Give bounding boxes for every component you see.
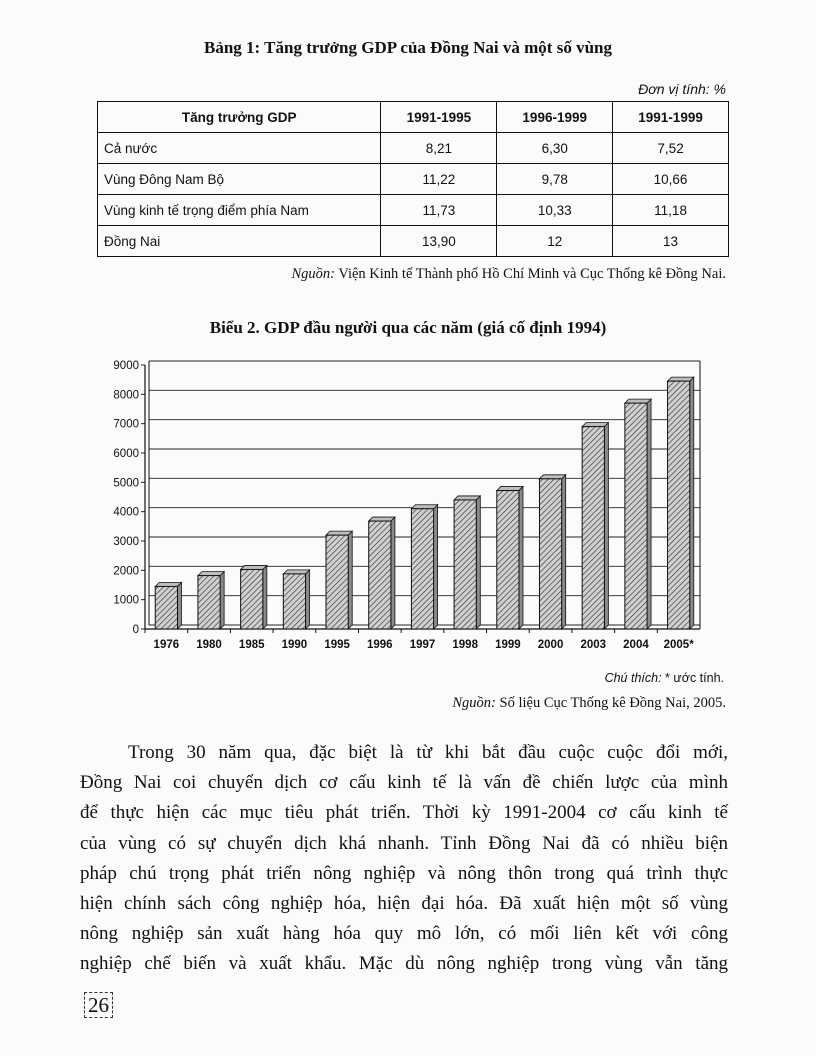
y-tick-label: 3000: [113, 536, 139, 548]
x-tick-label: 2000: [537, 639, 564, 651]
x-tick-label: 2005*: [663, 639, 694, 651]
x-tick-label: 1976: [153, 639, 180, 651]
paragraph-line: để thực hiện các mục tiêu phát triển. Thời kỳ 1991-2004 cơ cấu kinh tế: [80, 802, 728, 824]
x-tick-label: 1985: [238, 639, 265, 651]
x-tick-label: 1995: [324, 639, 350, 651]
bar-top: [625, 399, 651, 403]
table-row: [98, 226, 729, 257]
gdp-per-capita-chart: [95, 355, 715, 660]
bar-side: [306, 570, 310, 629]
paragraph-line: Đồng Nai coi chuyển dịch cơ cấu kinh tế là vấn đề chiến lược của mình: [80, 772, 728, 794]
y-tick-label: 0: [132, 624, 139, 636]
bar-side: [263, 565, 267, 629]
bar: [411, 509, 433, 629]
table-cell: Cả nước: [98, 133, 381, 164]
bar-top: [326, 531, 352, 535]
y-tick-label: 8000: [113, 389, 139, 402]
chart-note-text: * ước tính.: [665, 671, 724, 685]
table-cell: 8,21: [381, 133, 497, 164]
bar-side: [604, 423, 608, 629]
page-number: 26: [84, 992, 113, 1018]
x-tick-label: 2004: [623, 639, 649, 651]
table-row: [98, 195, 729, 226]
bar: [539, 479, 561, 629]
chart-source-label: Nguồn:: [452, 695, 496, 711]
bar: [454, 500, 476, 629]
y-tick-label: 2000: [113, 565, 139, 578]
table-header-row: [98, 102, 729, 133]
bar-side: [177, 582, 181, 629]
bar: [497, 491, 519, 629]
chart-source: [452, 695, 726, 712]
table-cell: 13: [613, 226, 729, 257]
y-tick-label: 4000: [113, 506, 139, 519]
table-cell: 6,30: [497, 133, 613, 164]
bar-top: [198, 572, 224, 576]
chart-source-text: Số liệu Cục Thống kê Đồng Nai, 2005.: [499, 695, 726, 711]
bar-top: [369, 517, 395, 521]
y-tick-label: 5000: [113, 477, 139, 490]
table-row: [98, 133, 729, 164]
bar: [326, 535, 348, 629]
table-title: Bảng 1: Tăng trưởng GDP của Đồng Nai và một số vùng: [204, 38, 612, 57]
chart-note-label: Chú thích:: [604, 671, 662, 685]
paragraph-line: nghiệp chế biến và xuất khẩu. Mặc dù nông nghiệp trong vùng vẫn tăng: [80, 953, 728, 975]
x-tick-label: 2003: [580, 639, 607, 651]
y-tick-label: 9000: [113, 360, 139, 372]
bar-side: [647, 399, 651, 629]
table-header-cell: 1991-1999: [613, 102, 729, 133]
bar-side: [562, 475, 566, 629]
table-header-cell: 1996-1999: [497, 102, 613, 133]
table-source-text: Viện Kinh tế Thành phố Hồ Chí Minh và Cục Thống kê Đồng Nai.: [338, 266, 726, 282]
bar: [369, 521, 391, 629]
x-tick-label: 1997: [409, 639, 436, 651]
bar-top: [582, 423, 608, 427]
bar-side: [690, 377, 694, 629]
bar: [625, 403, 647, 629]
bar-top: [241, 565, 267, 569]
bar-top: [411, 505, 437, 509]
table-cell: Vùng kinh tế trọng điểm phía Nam: [98, 195, 381, 226]
paragraph-line: Trong 30 năm qua, đặc biệt là từ khi bắt đầu cuộc cuộc đổi mới,: [128, 742, 728, 763]
table-cell: 12: [497, 226, 613, 257]
bar-side: [348, 531, 352, 629]
y-tick-label: 7000: [113, 418, 139, 431]
table-cell: Đồng Nai: [98, 226, 381, 257]
table-header-cell: Tăng trưởng GDP: [98, 102, 381, 133]
table-cell: 11,18: [613, 195, 729, 226]
bar-side: [434, 505, 438, 629]
bar-top: [155, 582, 181, 586]
bar-side: [476, 496, 480, 629]
table-source: [291, 266, 726, 283]
body-paragraph: [80, 738, 728, 980]
x-tick-label: 1996: [367, 639, 393, 651]
bar: [582, 427, 604, 629]
bar-top: [283, 570, 309, 574]
chart-title: Biểu 2. GDP đầu người qua các năm (giá cố định 1994): [209, 318, 607, 337]
y-tick-label: 1000: [113, 594, 139, 607]
bar-side: [391, 517, 395, 629]
table-cell: 9,78: [497, 164, 613, 195]
table-row: [98, 164, 729, 195]
bar-top: [668, 377, 694, 381]
chart-note: [605, 671, 724, 685]
bar-top: [454, 496, 480, 500]
bar-side: [519, 487, 523, 629]
bar-side: [220, 572, 224, 629]
bar-top: [539, 475, 565, 479]
bar: [198, 576, 220, 629]
table-header-cell: 1991-1995: [381, 102, 497, 133]
x-tick-label: 1990: [281, 639, 308, 651]
x-tick-label: 1999: [495, 639, 521, 651]
bar: [283, 574, 305, 629]
table-cell: 7,52: [613, 133, 729, 164]
table-cell: 11,22: [381, 164, 497, 195]
y-tick-label: 6000: [113, 448, 139, 460]
table-source-label: Nguồn:: [291, 266, 335, 282]
paragraph-line: nông nghiệp sản xuất hàng hóa quy mô lớn, có mối liên kết với công: [80, 923, 728, 945]
x-tick-label: 1980: [196, 639, 222, 651]
table-cell: Vùng Đông Nam Bộ: [98, 164, 381, 195]
table-cell: 10,66: [613, 164, 729, 195]
paragraph-line: pháp chú trọng phát triển nông nghiệp và nông thôn trong quá trình thực: [80, 862, 728, 884]
bar-top: [497, 487, 523, 491]
table-cell: 11,73: [381, 195, 497, 226]
bar: [241, 569, 263, 629]
paragraph-line: hiện chính sách công nghiệp hóa, hiện đại hóa. Đã xuất hiện một số vùng: [80, 893, 728, 915]
bar: [668, 381, 690, 629]
table-cell: 13,90: [381, 226, 497, 257]
table-cell: 10,33: [497, 195, 613, 226]
x-tick-label: 1998: [452, 639, 478, 651]
paragraph-line: của vùng có sự chuyển dịch khá nhanh. Tỉnh Đồng Nai đã có nhiều biện: [80, 832, 728, 854]
table-unit: Đơn vị tính: %: [638, 81, 726, 97]
bar: [155, 586, 177, 629]
gdp-growth-table: [97, 101, 729, 257]
